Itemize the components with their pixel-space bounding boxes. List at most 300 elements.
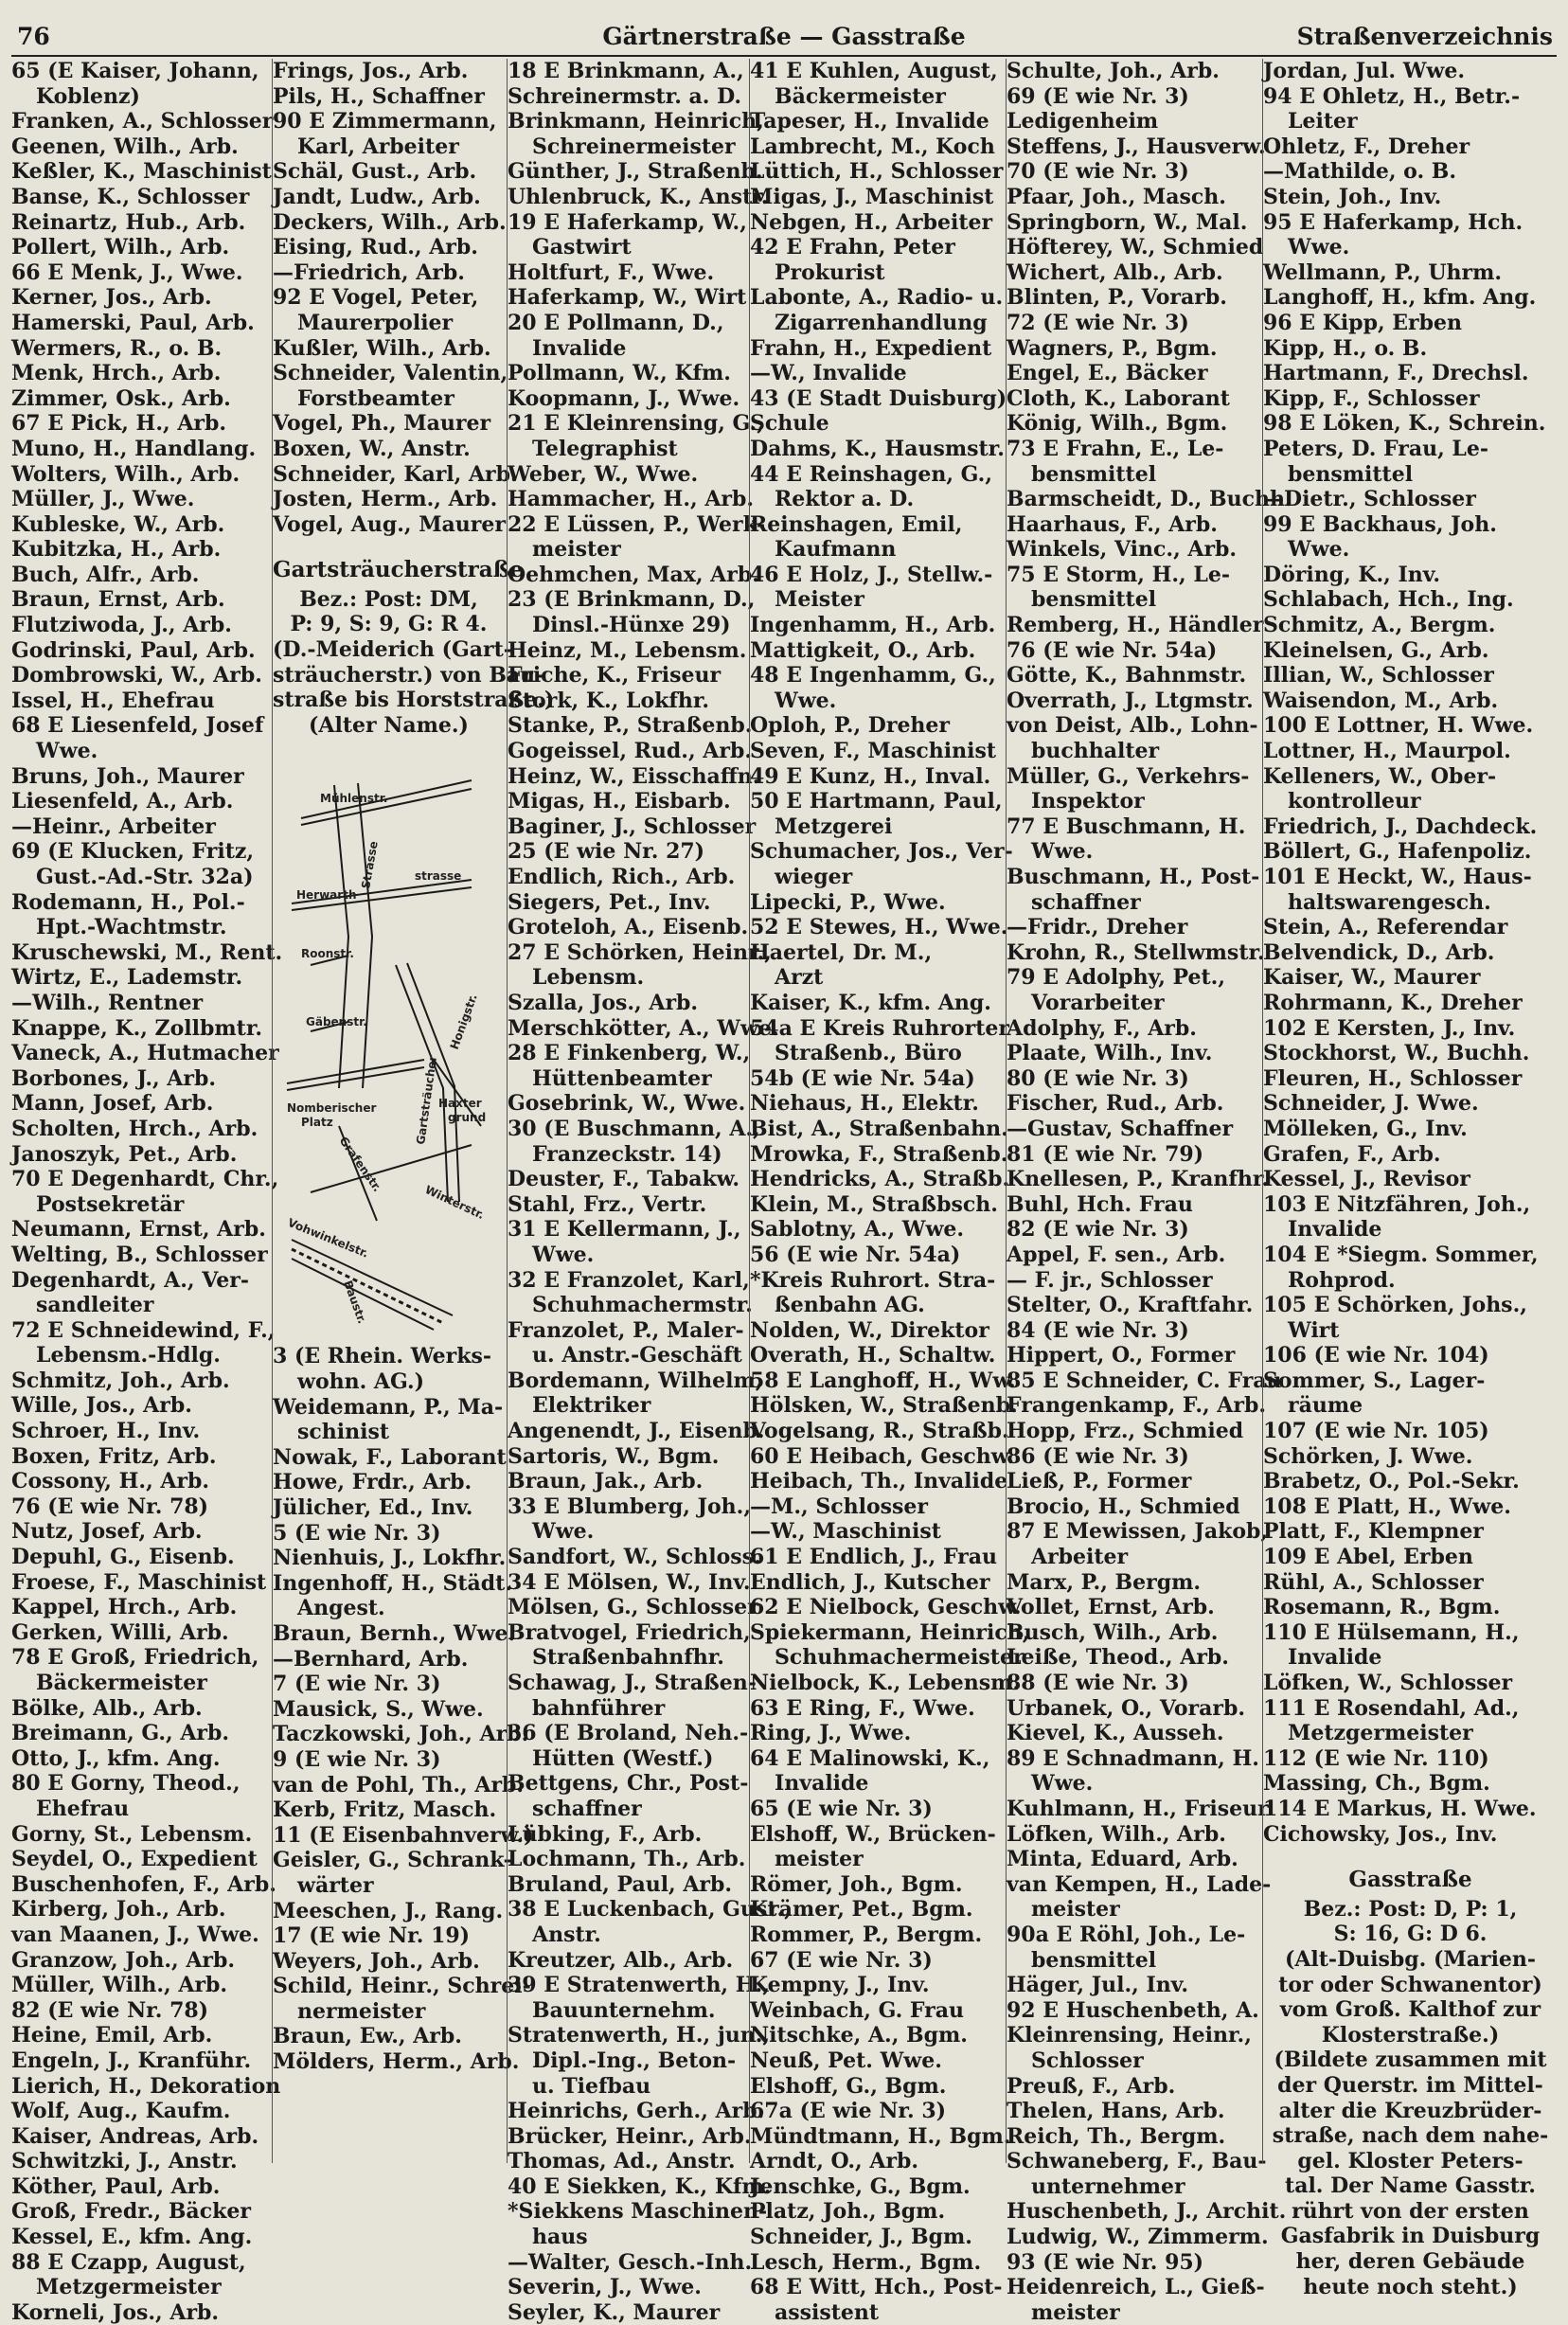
directory-entry: Mattigkeit, O., Arb. bbox=[750, 637, 976, 663]
directory-entry: Boxen, W., Anstr. bbox=[273, 436, 471, 461]
directory-entry: Bettgens, Chr., Post- bbox=[508, 1771, 749, 1797]
entry-continuation: Wwe. bbox=[1288, 235, 1350, 260]
directory-entry: Schawag, J., Straßen- bbox=[508, 1671, 757, 1695]
directory-entry: Kleinelsen, G., Arb. bbox=[1263, 637, 1489, 663]
directory-entry: Lesch, Herm., Bgm. bbox=[750, 2249, 982, 2275]
directory-entry: 87 E Mewissen, Jakob, bbox=[1007, 1519, 1269, 1545]
directory-entry: Schild, Heinr., Schrei- bbox=[273, 1974, 531, 1999]
directory-entry: Platz, Joh., Bgm. bbox=[750, 2199, 946, 2225]
directory-entry: Stockhorst, W., Buchh. bbox=[1263, 1041, 1530, 1066]
directory-entry: Lübking, F., Arb. bbox=[508, 1821, 703, 1847]
directory-entry: Nielbock, K., Lebensm. bbox=[750, 1671, 1021, 1695]
directory-entry: 89 E Schnadmann, H. bbox=[1007, 1745, 1259, 1771]
street-description: S: 16, G: D 6. bbox=[1333, 1922, 1488, 1947]
entry-continuation: Dinsl.-Hünxe 29) bbox=[532, 613, 731, 638]
directory-entry: Hippert, O., Former bbox=[1007, 1343, 1236, 1368]
directory-entry: Müller, G., Verkehrs- bbox=[1007, 763, 1250, 789]
directory-entry: Heinz, M., Lebensm. bbox=[508, 637, 747, 663]
directory-entry: Degenhardt, A., Ver- bbox=[11, 1267, 249, 1293]
directory-entry: Haarhaus, F., Arb. bbox=[1007, 511, 1218, 537]
directory-entry: Brücker, Heinr., Arb. bbox=[508, 2123, 752, 2149]
directory-entry: Oehmchen, Max, Arb. bbox=[508, 562, 759, 587]
directory-entry: Weber, W., Wwe. bbox=[508, 461, 699, 487]
directory-entry: Götte, K., Bahnmstr. bbox=[1007, 663, 1247, 689]
directory-entry: Höfterey, W., Schmied bbox=[1007, 235, 1264, 260]
directory-entry: Welting, B., Schlosser bbox=[11, 1242, 268, 1267]
directory-entry: —Wilh., Rentner bbox=[11, 990, 204, 1015]
directory-entry: 80 (E wie Nr. 3) bbox=[1007, 1065, 1189, 1091]
directory-entry: Reinartz, Hub., Arb. bbox=[11, 209, 246, 235]
directory-entry: Liesenfeld, A., Arb. bbox=[11, 789, 234, 814]
directory-entry: Ledigenheim bbox=[1007, 109, 1159, 134]
entry-continuation: haus bbox=[532, 2225, 588, 2250]
directory-entry: Neumann, Ernst, Arb. bbox=[11, 1217, 266, 1243]
directory-entry: Heidenreich, L., Gieß- bbox=[1007, 2275, 1265, 2300]
entry-continuation: bensmittel bbox=[1031, 587, 1157, 613]
directory-entry: van de Pohl, Th., Arb. bbox=[273, 1772, 525, 1797]
entry-continuation: u. Anstr.-Geschäft bbox=[532, 1343, 742, 1368]
directory-entry: Niehaus, H., Elektr. bbox=[750, 1091, 979, 1117]
directory-entry: Adolphy, F., Arb. bbox=[1007, 1015, 1197, 1041]
entry-continuation: Karl, Arbeiter bbox=[297, 134, 459, 159]
directory-entry: 106 (E wie Nr. 104) bbox=[1263, 1343, 1489, 1368]
directory-entry: Severin, J., Wwe. bbox=[508, 2275, 702, 2300]
directory-entry: Heine, Emil, Arb. bbox=[11, 2023, 213, 2048]
directory-entry: Kaiser, W., Maurer bbox=[1263, 965, 1481, 991]
directory-entry: Kempny, J., Inv. bbox=[750, 1973, 930, 1998]
directory-entry: Rosemann, R., Bgm. bbox=[1263, 1595, 1501, 1620]
directory-entry: Cloth, K., Laborant bbox=[1007, 385, 1230, 411]
directory-entry: 41 E Kuhlen, August, bbox=[750, 59, 998, 83]
directory-entry: Mölsen, G., Schlosser bbox=[508, 1595, 758, 1620]
directory-entry: Endlich, Rich., Arb. bbox=[508, 865, 736, 889]
directory-entry: Pils, H., Schaffner bbox=[273, 83, 485, 109]
directory-entry: 88 E Czapp, August, bbox=[11, 2249, 246, 2275]
directory-entry: Kessel, J., Revisor bbox=[1263, 1167, 1470, 1192]
directory-entry: Schule bbox=[750, 411, 829, 437]
directory-entry: van Kempen, H., Lade- bbox=[1007, 1871, 1272, 1897]
directory-entry: Mrowka, F., Straßenb. bbox=[750, 1141, 1008, 1167]
entry-continuation: unternehmer bbox=[1031, 2173, 1185, 2199]
directory-entry: 111 E Rosendahl, Ad., bbox=[1263, 1695, 1520, 1721]
directory-entry: Overath, H., Schaltw. bbox=[750, 1343, 996, 1368]
directory-entry: Haertel, Dr. M., bbox=[750, 939, 933, 965]
directory-entry: (D.-Meiderich (Gart- bbox=[273, 637, 512, 663]
entry-continuation: wieger bbox=[775, 865, 853, 889]
directory-entry: Korneli, Jos., Arb. bbox=[11, 2299, 220, 2325]
directory-entry: Deckers, Wilh., Arb. bbox=[273, 209, 507, 235]
directory-entry: Geenen, Wilh., Arb. bbox=[11, 134, 239, 159]
directory-entry: *Siekkens Maschinen- bbox=[508, 2199, 768, 2225]
directory-entry: 75 E Storm, H., Le- bbox=[1007, 562, 1230, 587]
directory-entry: Haferkamp, W., Wirt bbox=[508, 285, 747, 311]
directory-entry: Ingenhoff, H., Städt. bbox=[273, 1570, 512, 1596]
directory-entry: 72 E Schneidewind, F., bbox=[11, 1317, 276, 1343]
directory-entry: Platt, F., Klempner bbox=[1263, 1519, 1484, 1545]
directory-entry: Peters, D. Frau, Le- bbox=[1263, 436, 1489, 461]
entry-continuation: Straßenb., Büro bbox=[775, 1041, 962, 1066]
directory-entry: Rohrmann, K., Dreher bbox=[1263, 990, 1523, 1015]
entry-continuation: Bäckermeister bbox=[775, 83, 946, 109]
directory-entry: Huschenbeth, J., Archit. bbox=[1007, 2199, 1287, 2225]
map-label-roonstr: Roonstr. bbox=[301, 947, 354, 961]
directory-entry: 32 E Franzolet, Karl, bbox=[508, 1267, 750, 1293]
directory-entry: Holtfurt, F., Wwe. bbox=[508, 259, 715, 285]
directory-entry: —M., Schlosser bbox=[750, 1493, 928, 1519]
directory-entry: Nutz, Josef, Arb. bbox=[11, 1519, 203, 1545]
entry-continuation: Hütten (Westf.) bbox=[532, 1745, 714, 1771]
directory-entry: 70 (E wie Nr. 3) bbox=[1007, 159, 1189, 185]
directory-entry: Illian, W., Schlosser bbox=[1263, 663, 1494, 689]
directory-entry: Kreutzer, Alb., Arb. bbox=[508, 1947, 734, 1973]
directory-entry: Taczkowski, Joh., Arb. bbox=[273, 1722, 529, 1747]
directory-entry: 84 (E wie Nr. 3) bbox=[1007, 1317, 1189, 1343]
street-description: straße bis Horststraße.) bbox=[273, 688, 555, 713]
entry-continuation: Kaufmann bbox=[775, 537, 897, 563]
directory-entry: Müller, J., Wwe. bbox=[11, 487, 195, 512]
street-description: der Querstr. im Mittel- bbox=[1277, 2072, 1543, 2098]
directory-entry: 28 E Finkenberg, W., bbox=[508, 1041, 751, 1066]
directory-entry: 86 (E wie Nr. 3) bbox=[1007, 1443, 1189, 1469]
directory-entry: 27 E Schörken, Heinr., bbox=[508, 939, 772, 965]
directory-entry: Bruns, Joh., Maurer bbox=[11, 763, 244, 789]
directory-entry: Engeln, J., Kranführ. bbox=[11, 2048, 252, 2073]
directory-entry: Waisendon, M., Arb. bbox=[1263, 688, 1499, 713]
entry-continuation: Arzt bbox=[775, 965, 824, 991]
directory-entry: 44 E Reinshagen, G., bbox=[750, 461, 992, 487]
directory-entry: van Maanen, J., Wwe. bbox=[11, 1922, 259, 1947]
directory-entry: 48 E Ingenhamm, G., bbox=[750, 663, 996, 689]
directory-entry: Baginer, J., Schlosser bbox=[508, 814, 757, 839]
directory-entry: Merschkötter, A., Wwe. bbox=[508, 1015, 779, 1041]
entry-continuation: buchhalter bbox=[1031, 739, 1160, 764]
directory-entry: 42 E Frahn, Peter bbox=[750, 235, 955, 260]
directory-entry: Müller, Wilh., Arb. bbox=[11, 1973, 228, 1998]
directory-entry: Heibach, Th., Invalide bbox=[750, 1469, 1008, 1494]
entry-continuation: Elektriker bbox=[532, 1393, 651, 1419]
entry-continuation: meister bbox=[775, 1847, 864, 1872]
map-label-winterstr: Winterstr. bbox=[422, 1183, 487, 1223]
directory-entry: Gorny, St., Lebensm. bbox=[11, 1821, 253, 1847]
directory-entry: Mölders, Herm., Arb. bbox=[273, 2049, 520, 2075]
directory-entry: 64 E Malinowski, K., bbox=[750, 1745, 990, 1771]
map-label-nomberischer: Nomberischer bbox=[287, 1101, 377, 1116]
directory-entry: Kubleske, W., Arb. bbox=[11, 511, 225, 537]
directory-entry: Godrinski, Paul, Arb. bbox=[11, 637, 256, 663]
directory-entry: Preuß, F., Arb. bbox=[1007, 2073, 1176, 2099]
directory-entry: Szalla, Jos., Arb. bbox=[508, 990, 699, 1015]
directory-entry: Winkels, Vinc., Arb. bbox=[1007, 537, 1238, 563]
directory-entry: Schäl, Gust., Arb. bbox=[273, 159, 477, 185]
directory-entry: 79 E Adolphy, Pet., bbox=[1007, 965, 1225, 991]
directory-entry: 17 (E wie Nr. 19) bbox=[273, 1923, 471, 1949]
entry-continuation: räume bbox=[1288, 1393, 1363, 1419]
directory-entry: 5 (E wie Nr. 3) bbox=[273, 1520, 441, 1546]
directory-entry: Frings, Jos., Arb. bbox=[273, 59, 469, 83]
directory-entry: Otto, J., kfm. Ang. bbox=[11, 1745, 221, 1771]
directory-entry: Knappe, K., Zollbmtr. bbox=[11, 1015, 263, 1041]
street-description: Bez.: Post: D, P: 1, bbox=[1303, 1896, 1518, 1922]
directory-entry: Endlich, J., Kutscher bbox=[750, 1569, 990, 1595]
directory-entry: Dombrowski, W., Arb. bbox=[11, 663, 262, 689]
directory-entry: Knellesen, P., Kranfhr. bbox=[1007, 1167, 1270, 1192]
directory-entry: 66 E Menk, J., Wwe. bbox=[11, 259, 243, 285]
directory-entry: Wirtz, E., Lademstr. bbox=[11, 965, 243, 991]
directory-entry: Nowak, F., Laborant bbox=[273, 1444, 507, 1470]
directory-entry: 80 E Gorny, Theod., bbox=[11, 1771, 241, 1797]
directory-entry: Zimmer, Osk., Arb. bbox=[11, 385, 231, 411]
directory-entry: Kipp, H., o. B. bbox=[1263, 335, 1428, 361]
directory-entry: Belvendick, D., Arb. bbox=[1263, 939, 1495, 965]
entry-continuation: Lebensm.-Hdlg. bbox=[36, 1343, 221, 1368]
street-description: P: 9, S: 9, G: R 4. bbox=[290, 612, 488, 637]
directory-entry: 43 (E Stadt Duisburg) bbox=[750, 385, 1007, 411]
directory-entry: Grafen, F., Arb. bbox=[1263, 1141, 1441, 1167]
entry-continuation: bensmittel bbox=[1031, 461, 1157, 487]
directory-entry: Bist, A., Straßenbahn. bbox=[750, 1116, 1008, 1141]
map-label-baustr: Baustr. bbox=[341, 1279, 369, 1327]
directory-entry: Migas, J., Maschinist bbox=[750, 184, 994, 209]
street-description: tor oder Schwanentor) bbox=[1278, 1972, 1542, 1997]
map-label-grafenstr: Grafenstr. bbox=[336, 1135, 384, 1195]
directory-entry: Deuster, F., Tabakw. bbox=[508, 1167, 740, 1192]
directory-entry: 108 E Platt, H., Wwe. bbox=[1263, 1493, 1511, 1519]
street-description: (Bildete zusammen mit bbox=[1274, 2048, 1547, 2073]
directory-entry: Schreinermstr. a. D. bbox=[508, 83, 742, 109]
directory-entry: Janoszyk, Pet., Arb. bbox=[11, 1141, 238, 1167]
directory-entry: —Bernhard, Arb. bbox=[273, 1646, 469, 1672]
entry-continuation: kontrolleur bbox=[1288, 789, 1421, 814]
directory-entry: Cossony, H., Arb. bbox=[11, 1469, 210, 1494]
directory-entry: Froese, F., Maschinist bbox=[11, 1569, 267, 1595]
directory-entry: 36 (E Broland, Neh.- bbox=[508, 1721, 749, 1746]
directory-entry: Schneider, J. Wwe. bbox=[1263, 1091, 1479, 1117]
directory-entry: Lipecki, P., Wwe. bbox=[750, 889, 946, 915]
directory-entry: Geisler, G., Schrank- bbox=[273, 1848, 512, 1873]
entry-continuation: Wwe. bbox=[36, 739, 98, 764]
directory-entry: Löfken, W., Schlosser bbox=[1263, 1671, 1513, 1695]
directory-entry: Wermers, R., o. B. bbox=[11, 335, 223, 361]
street-description: Bez.: Post: DM, bbox=[299, 586, 478, 612]
directory-entry: Kerner, Jos., Arb. bbox=[11, 285, 212, 311]
directory-entry: 92 E Huschenbeth, A. bbox=[1007, 1997, 1259, 2023]
directory-entry: —Dietr., Schlosser bbox=[1263, 487, 1476, 512]
page-title: Gärtnerstraße — Gasstraße bbox=[602, 23, 966, 50]
directory-entry: Lochmann, Th., Arb. bbox=[508, 1847, 746, 1872]
directory-entry: von Deist, Alb., Lohn- bbox=[1007, 713, 1258, 739]
directory-entry: Vogelsang, R., Straßb. bbox=[750, 1419, 1009, 1444]
directory-entry: 102 E Kersten, J., Inv. bbox=[1263, 1015, 1516, 1041]
directory-entry: Kußler, Wilh., Arb. bbox=[273, 335, 491, 361]
directory-entry: Remberg, H., Händler bbox=[1007, 613, 1264, 638]
street-description: sträucherstr.) von Bau- bbox=[273, 662, 544, 688]
directory-entry: —W., Maschinist bbox=[750, 1519, 941, 1545]
entry-continuation: Straßenbahnfhr. bbox=[532, 1645, 724, 1671]
directory-entry: König, Wilh., Bgm. bbox=[1007, 411, 1228, 437]
directory-entry: 3 (E Rhein. Werks- bbox=[273, 1344, 492, 1369]
directory-entry: Gerken, Willi, Arb. bbox=[11, 1619, 229, 1645]
directory-entry: Vogel, Aug., Maurer bbox=[273, 511, 506, 537]
directory-entry: Kaiser, Andreas, Arb. bbox=[11, 2123, 259, 2149]
directory-entry: Marx, P., Bergm. bbox=[1007, 1569, 1202, 1595]
directory-entry: Kuhlmann, H., Friseur bbox=[1007, 1796, 1269, 1821]
entry-continuation: Bäckermeister bbox=[36, 1671, 207, 1695]
directory-entry: Groteloh, A., Eisenb. bbox=[508, 915, 749, 940]
directory-entry: 46 E Holz, J., Stellw.- bbox=[750, 562, 993, 587]
directory-entry: Seyler, K., Maurer bbox=[508, 2299, 721, 2325]
entry-continuation: Vorarbeiter bbox=[1031, 990, 1165, 1015]
entry-continuation: Schuhmachermeister bbox=[775, 1645, 1025, 1671]
directory-entry: Hendricks, A., Straßb. bbox=[750, 1167, 1010, 1192]
directory-entry: Lottner, H., Maurpol. bbox=[1263, 739, 1511, 764]
entry-continuation: schinist bbox=[297, 1420, 390, 1445]
directory-entry: 109 E Abel, Erben bbox=[1263, 1545, 1473, 1570]
directory-entry: Ludwig, W., Zimmerm. bbox=[1007, 2225, 1269, 2250]
directory-entry: Stahl, Frz., Vertr. bbox=[508, 1191, 707, 1217]
street-description: Gasfabrik in Duisburg bbox=[1280, 2224, 1541, 2249]
directory-entry: Overrath, J., Ltgmstr. bbox=[1007, 688, 1254, 713]
directory-entry: Buschmann, H., Post- bbox=[1007, 865, 1260, 889]
column-6 bbox=[1262, 59, 1558, 2299]
street-description: vom Groß. Kalthof zur bbox=[1279, 1997, 1541, 2023]
entry-continuation: Zigarrenhandlung bbox=[775, 310, 988, 335]
directory-entry: 99 E Backhaus, Joh. bbox=[1263, 511, 1497, 537]
directory-entry: 72 (E wie Nr. 3) bbox=[1007, 310, 1189, 335]
directory-entry: Angenendt, J., Eisenb. bbox=[508, 1419, 765, 1444]
directory-entry: Stratenwerth, H., jun., bbox=[508, 2023, 771, 2048]
directory-entry: Heinrichs, Gerh., Arb. bbox=[508, 2099, 765, 2124]
directory-entry: Sartoris, W., Bgm. bbox=[508, 1443, 720, 1469]
directory-entry: Lambrecht, M., Koch bbox=[750, 134, 995, 159]
entry-continuation: Invalide bbox=[775, 1771, 869, 1797]
directory-entry: Vogel, Ph., Maurer bbox=[273, 411, 491, 437]
entry-continuation: Lebensm. bbox=[532, 965, 645, 991]
entry-continuation: meister bbox=[1031, 2299, 1120, 2325]
directory-entry: 38 E Luckenbach, Gust., bbox=[508, 1897, 792, 1923]
directory-entry: 95 E Haferkamp, Hch. bbox=[1263, 209, 1523, 235]
directory-entry: Löfken, Wilh., Arb. bbox=[1007, 1821, 1226, 1847]
directory-entry: 96 E Kipp, Erben bbox=[1263, 310, 1462, 335]
directory-entry: 54b (E wie Nr. 54a) bbox=[750, 1065, 975, 1091]
directory-entry: Kleinrensing, Heinr., bbox=[1007, 2023, 1252, 2048]
directory-entry: 101 E Heckt, W., Haus- bbox=[1263, 865, 1532, 889]
entry-continuation: Hpt.-Wachtmstr. bbox=[36, 915, 227, 940]
directory-entry: —W., Invalide bbox=[750, 361, 907, 386]
directory-entry: Stelter, O., Kraftfahr. bbox=[1007, 1293, 1254, 1318]
directory-entry: 61 E Endlich, J., Frau bbox=[750, 1545, 998, 1570]
entry-continuation: Koblenz) bbox=[36, 83, 140, 109]
directory-entry: 104 E *Siegm. Sommer, bbox=[1263, 1242, 1539, 1267]
directory-entry: Muno, H., Handlang. bbox=[11, 436, 257, 461]
directory-entry: Thelen, Hans, Arb. bbox=[1007, 2099, 1225, 2124]
directory-entry: Günther, J., Straßenb. bbox=[508, 159, 763, 185]
directory-entry: —Walter, Gesch.-Inh. bbox=[508, 2249, 753, 2275]
directory-entry: 67 (E wie Nr. 3) bbox=[750, 1947, 933, 1973]
map-label-goebenstr: Gäbenstr. bbox=[306, 1015, 367, 1029]
entry-continuation: bensmittel bbox=[1031, 1947, 1157, 1973]
directory-entry: 50 E Hartmann, Paul, bbox=[750, 789, 1003, 814]
directory-entry: Kelleners, W., Ober- bbox=[1263, 763, 1497, 789]
directory-entry: 100 E Lottner, H. Wwe. bbox=[1263, 713, 1534, 739]
directory-entry: Stork, K., Lokfhr. bbox=[508, 688, 710, 713]
entry-continuation: Dipl.-Ing., Beton- bbox=[532, 2048, 737, 2073]
column-2 bbox=[272, 59, 555, 2163]
directory-entry: Elshoff, G., Bgm. bbox=[750, 2073, 947, 2099]
directory-entry: —Fridr., Dreher bbox=[1007, 915, 1188, 940]
directory-entry: Breimann, G., Arb. bbox=[11, 1721, 230, 1746]
directory-entry: Jandt, Ludw., Arb. bbox=[273, 184, 481, 209]
directory-entry: Nienhuis, J., Lokfhr. bbox=[273, 1546, 507, 1571]
directory-entry: Schmitz, Joh., Arb. bbox=[11, 1368, 230, 1393]
directory-entry: Lierich, H., Dekoration bbox=[11, 2073, 281, 2099]
column-4 bbox=[749, 59, 1030, 2325]
directory-entry: Fischer, Rud., Arb. bbox=[1007, 1091, 1224, 1117]
directory-entry: 70 E Degenhardt, Chr., bbox=[11, 1167, 279, 1192]
entry-continuation: Franzeckstr. 14) bbox=[532, 1141, 722, 1167]
entry-continuation: Rohprod. bbox=[1288, 1267, 1396, 1293]
directory-entry: Rommer, P., Bergm. bbox=[750, 1922, 983, 1947]
directory-entry: Braun, Bernh., Wwe. bbox=[273, 1620, 516, 1646]
directory-entry: Keßler, K., Maschinist bbox=[11, 159, 272, 185]
directory-entry: — F. jr., Schlosser bbox=[1007, 1267, 1213, 1293]
directory-entry: 93 (E wie Nr. 95) bbox=[1007, 2249, 1204, 2275]
entry-continuation: schaffner bbox=[532, 1796, 642, 1821]
directory-entry: 69 (E wie Nr. 3) bbox=[1007, 83, 1189, 109]
directory-entry: Rühl, A., Schlosser bbox=[1263, 1569, 1484, 1595]
directory-entry: Busch, Wilh., Arb. bbox=[1007, 1619, 1219, 1645]
directory-entry: Kubitzka, H., Arb. bbox=[11, 537, 222, 563]
directory-entry: Spiekermann, Heinrich, bbox=[750, 1619, 1030, 1645]
directory-entry: 33 E Blumberg, Joh., bbox=[508, 1493, 751, 1519]
directory-entry: Siegers, Pet., Inv. bbox=[508, 889, 711, 915]
map-label-honigstr: Honigstr. bbox=[447, 993, 480, 1052]
directory-entry: Engel, E., Bäcker bbox=[1007, 361, 1208, 386]
entry-continuation: Wwe. bbox=[1031, 1771, 1094, 1797]
directory-entry: Meeschen, J., Rang. bbox=[273, 1898, 504, 1923]
entry-continuation: bahnführer bbox=[532, 1695, 666, 1721]
directory-entry: 56 (E wie Nr. 54a) bbox=[750, 1242, 961, 1267]
entry-continuation: Metzgerei bbox=[775, 814, 893, 839]
directory-entry: Schroer, H., Inv. bbox=[11, 1419, 201, 1444]
directory-entry: Pfaar, Joh., Masch. bbox=[1007, 184, 1226, 209]
entry-continuation: schaffner bbox=[1031, 889, 1141, 915]
entry-continuation: Schuhmachermstr. bbox=[532, 1293, 753, 1318]
directory-entry: 68 E Witt, Hch., Post- bbox=[750, 2275, 1003, 2300]
entry-continuation: Postsekretär bbox=[36, 1191, 185, 1217]
directory-entry: Böllert, G., Hafenpoliz. bbox=[1263, 839, 1532, 865]
directory-entry: Bratvogel, Friedrich, bbox=[508, 1619, 751, 1645]
map-label-strasse-vertical: Strasse bbox=[359, 840, 381, 890]
directory-entry: 65 (E wie Nr. 3) bbox=[750, 1796, 933, 1821]
directory-entry: Mölleken, G., Inv. bbox=[1263, 1116, 1468, 1141]
directory-entry: Friche, K., Friseur bbox=[508, 663, 722, 689]
directory-entry: Bölke, Alb., Arb. bbox=[11, 1695, 203, 1721]
directory-entry: 69 (E Klucken, Fritz, bbox=[11, 839, 255, 865]
directory-entry: Nebgen, H., Arbeiter bbox=[750, 209, 993, 235]
entry-continuation: nermeister bbox=[297, 1998, 426, 2024]
directory-entry: 21 E Kleinrensing, G., bbox=[508, 411, 764, 437]
directory-entry: —Mathilde, o. B. bbox=[1263, 159, 1457, 185]
street-description: heute noch steht.) bbox=[1303, 2274, 1518, 2299]
directory-entry: Cichowsky, Jos., Inv. bbox=[1263, 1821, 1498, 1847]
entry-continuation: Wwe. bbox=[1288, 537, 1350, 563]
entry-continuation: Leiter bbox=[1288, 109, 1358, 134]
directory-entry: Krämer, Pet., Bgm. bbox=[750, 1897, 973, 1923]
directory-entry: Thomas, Ad., Anstr. bbox=[508, 2149, 736, 2174]
entry-continuation: Gust.-Ad.-Str. 32a) bbox=[36, 865, 254, 889]
directory-entry: Häger, Jul., Inv. bbox=[1007, 1973, 1188, 1998]
directory-entry: Labonte, A., Radio- u. bbox=[750, 285, 1004, 311]
